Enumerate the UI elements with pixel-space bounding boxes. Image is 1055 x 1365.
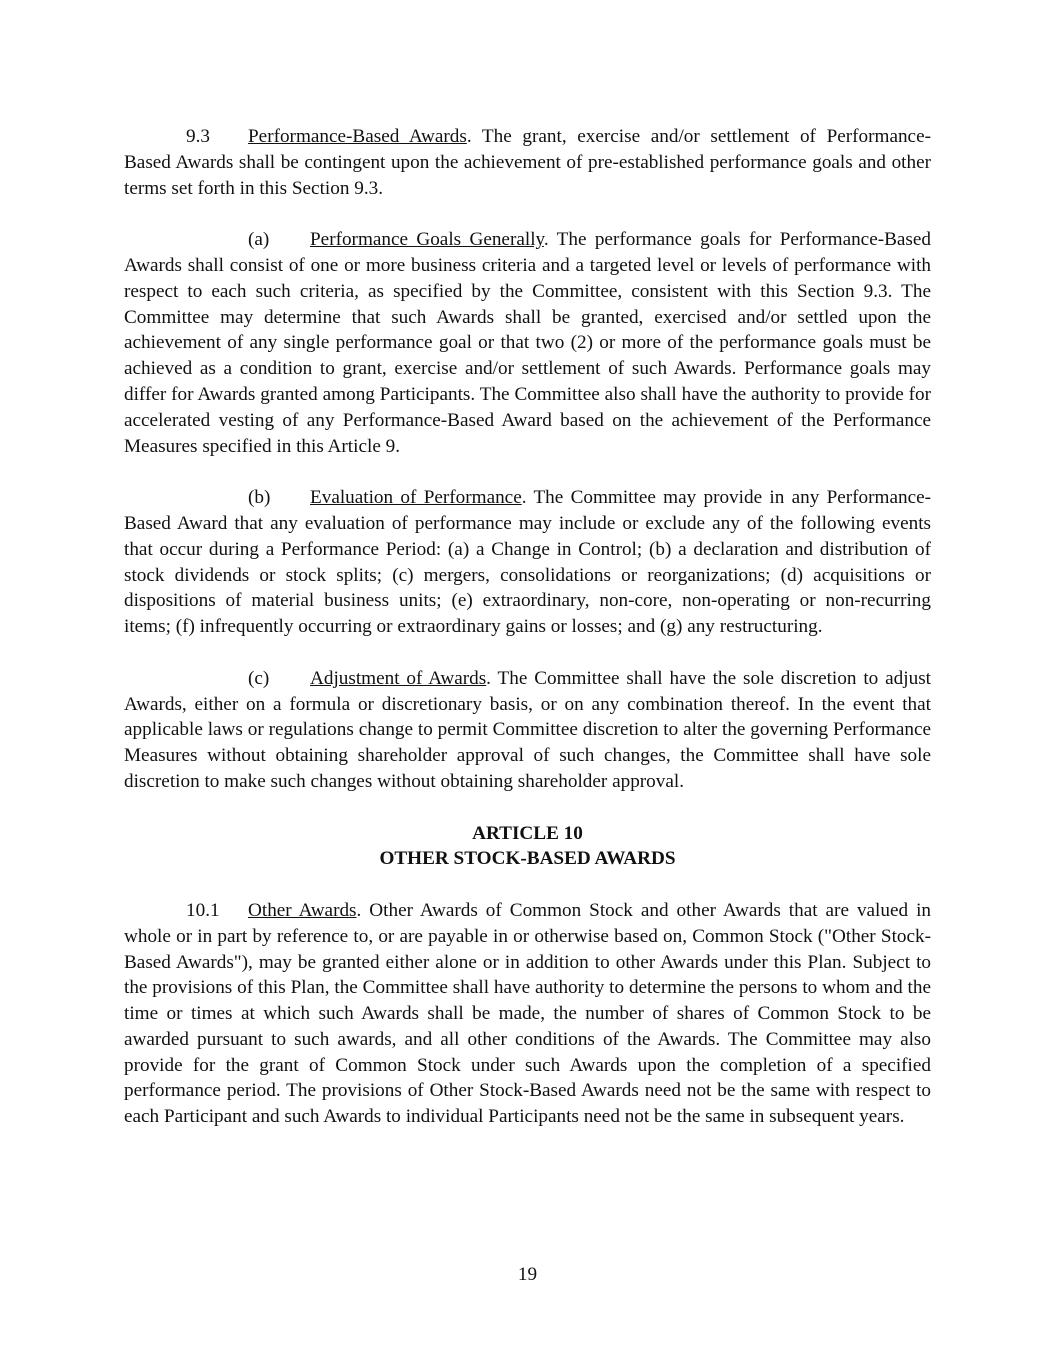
subsection-c-text: . The Committee shall have the sole discretion to adjust Awards, either on a formula or discretionary basis, or on any combination thereof. In the event that applicable laws or regulations change to permit Committee discretion to alter the governing Performance Measures without obtaining shareholder approval of such changes, the Committee shall have sole discretion to make such changes without obtaining shareholder approval. <box>124 667 931 792</box>
article-10-title: ARTICLE 10 <box>472 822 583 844</box>
section-10-1-paragraph <box>124 898 931 1130</box>
section-9-3-number: 9.3 <box>186 126 210 147</box>
article-10-subtitle: OTHER STOCK-BASED AWARDS <box>379 848 676 870</box>
section-10-1-heading: Other Awards <box>248 899 357 921</box>
subsection-a-text: . The performance goals for Performance-Based Awards shall consist of one or more business criteria and a targeted level or levels of performance with respect to each such criteria, as specified by the Committee, consistent with this Section 9.3. The Committee may determine that such Awards shall be granted, exercised and/or settled upon the achievement of any single performance goal or that two (2) or more of the performance goals must be achieved as a condition to grant, exercise and/or settlement of such Awards. Performance goals may differ for Awards granted among Participants. The Committee also shall have the authority to provide for accelerated vesting of any Performance-Based Award based on the achievement of the Performance Measures specified in this Article 9. <box>124 229 931 457</box>
section-9-3-heading: Performance-Based Awards <box>248 126 467 147</box>
subsection-b-paragraph <box>124 485 931 640</box>
document-page <box>124 124 931 1130</box>
subsection-a-label: (a) <box>248 229 270 251</box>
section-10-1-number: 10.1 <box>186 899 220 921</box>
subsection-c-heading: Adjustment of Awards <box>310 667 487 689</box>
subsection-c-label: (c) <box>248 667 270 689</box>
subsection-b-label: (b) <box>248 487 271 509</box>
subsection-b-heading: Evaluation of Performance <box>310 487 522 509</box>
subsection-b-text: . The Committee may provide in any Performance-Based Award that any evaluation of performance may include or exclude any of the following events that occur during a Performance Period: (a) a Change in Control; (b) a declaration and distribution of stock dividends or stock splits; (c) mergers, consolidations or reorganizations; (d) acquisitions or dispositions of material business units; (e) extraordinary, non-core, non-operating or non-recurring items; (f) infrequently occurring or extraordinary gains or losses; and (g) any restructuring. <box>124 487 932 638</box>
subsection-a-paragraph <box>124 227 931 459</box>
subsection-a-heading: Performance Goals Generally <box>310 229 544 251</box>
section-10-1-text: . Other Awards of Common Stock and other Awards that are valued in whole or in part by reference to, or are payable in or otherwise based on, Common Stock ("Other Stock-Based Awards"), may be granted either alone or in addition to other Awards under this Plan. Subject to the provisions of this Plan, the Committee shall have authority to determine the persons to whom and the time or times at which such Awards shall be made, the number of shares of Common Stock to be awarded pursuant to such awards, and all other conditions of the Awards. The Committee may also provide for the grant of Common Stock under such Awards upon the completion of a specified performance period. The provisions of Other Stock-Based Awards need not be the same with respect to each Participant and such Awards to individual Participants need not be the same in subsequent years. <box>124 899 931 1128</box>
page-number: 19 <box>517 1264 538 1285</box>
section-9-3-paragraph <box>124 124 931 201</box>
section-9-3-text: . The grant, exercise and/or settlement of Performance-Based Awards shall be contingent upon the achievement of pre-established performance goals and other terms set forth in this Section 9.3. <box>124 126 931 199</box>
subsection-c-paragraph <box>124 666 931 795</box>
